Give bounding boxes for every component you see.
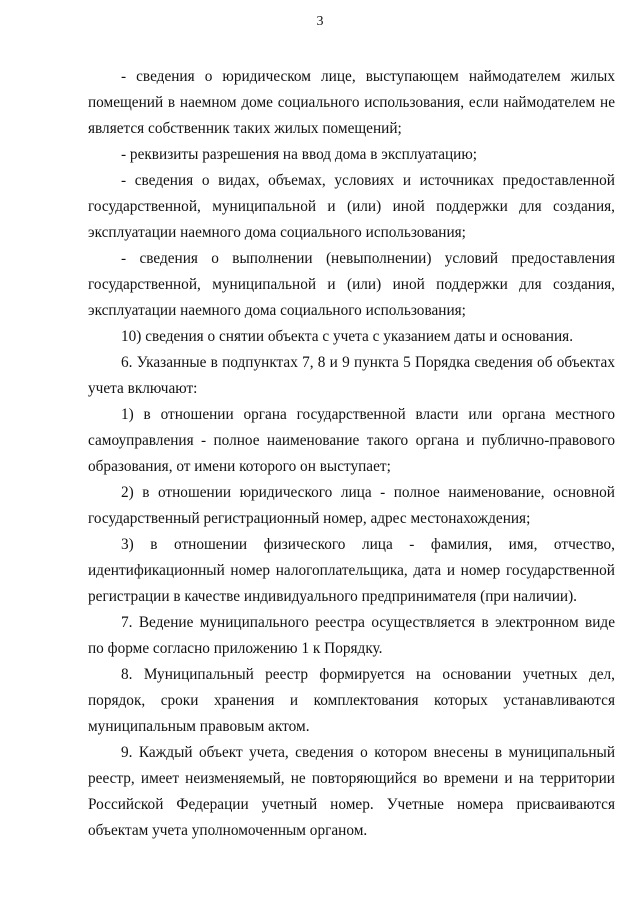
- document-body: [88, 64, 615, 844]
- paragraph-item-10-removal: 10) сведения о снятии объекта с учета с указанием даты и основания.: [121, 328, 574, 345]
- paragraph-commissioning-permit: - реквизиты разрешения на ввод дома в эксплуатацию;: [121, 146, 478, 163]
- paragraph-support-types: - сведения о видах, объемах, условиях и источниках предоставленной государственной, муниципальной и (или) иной поддержки для создания, эксплуатации наемного дома социального использования;: [88, 172, 615, 241]
- paragraph-section-6-item-3: 3) в отношении физического лица - фамилия, имя, отчество, идентификационный номер налогоплательщика, дата и номер государственной регистрации в качестве индивидуального предпринимателя (при наличии).: [88, 536, 615, 605]
- paragraph-section-8: 8. Муниципальный реестр формируется на основании учетных дел, порядок, сроки хранения и комплектования которых устанавливаются муниципальным правовым актом.: [88, 666, 615, 735]
- paragraph-section-9: 9. Каждый объект учета, сведения о котором внесены в муниципальный реестр, имеет неизменяемый, не повторяющийся во времени и на территории Российской Федерации учетный номер. Учетные номера присваиваются объектам учета уполномоченным органом.: [88, 744, 615, 839]
- paragraph-legal-entity-landlord: - сведения о юридическом лице, выступающем наймодателем жилых помещений в наемном доме социального использования, если наймодателем не является собственник таких жилых помещений;: [88, 68, 615, 137]
- page-number: 3: [316, 14, 324, 29]
- paragraph-section-6-item-2: 2) в отношении юридического лица - полное наименование, основной государственный регистрационный номер, адрес местонахождения;: [88, 484, 615, 527]
- paragraph-section-6-item-1: 1) в отношении органа государственной власти или органа местного самоуправления - полное наименование такого органа и публично-правового образования, от имени которого он выступает;: [88, 406, 615, 475]
- paragraph-section-6: 6. Указанные в подпунктах 7, 8 и 9 пункта 5 Порядка сведения об объектах учета включают:: [88, 354, 615, 397]
- paragraph-support-conditions: - сведения о выполнении (невыполнении) условий предоставления государственной, муниципальной и (или) иной поддержки для создания, эксплуатации наемного дома социального использования;: [88, 250, 615, 319]
- paragraph-section-7: 7. Ведение муниципального реестра осуществляется в электронном виде по форме согласно приложению 1 к Порядку.: [88, 614, 615, 657]
